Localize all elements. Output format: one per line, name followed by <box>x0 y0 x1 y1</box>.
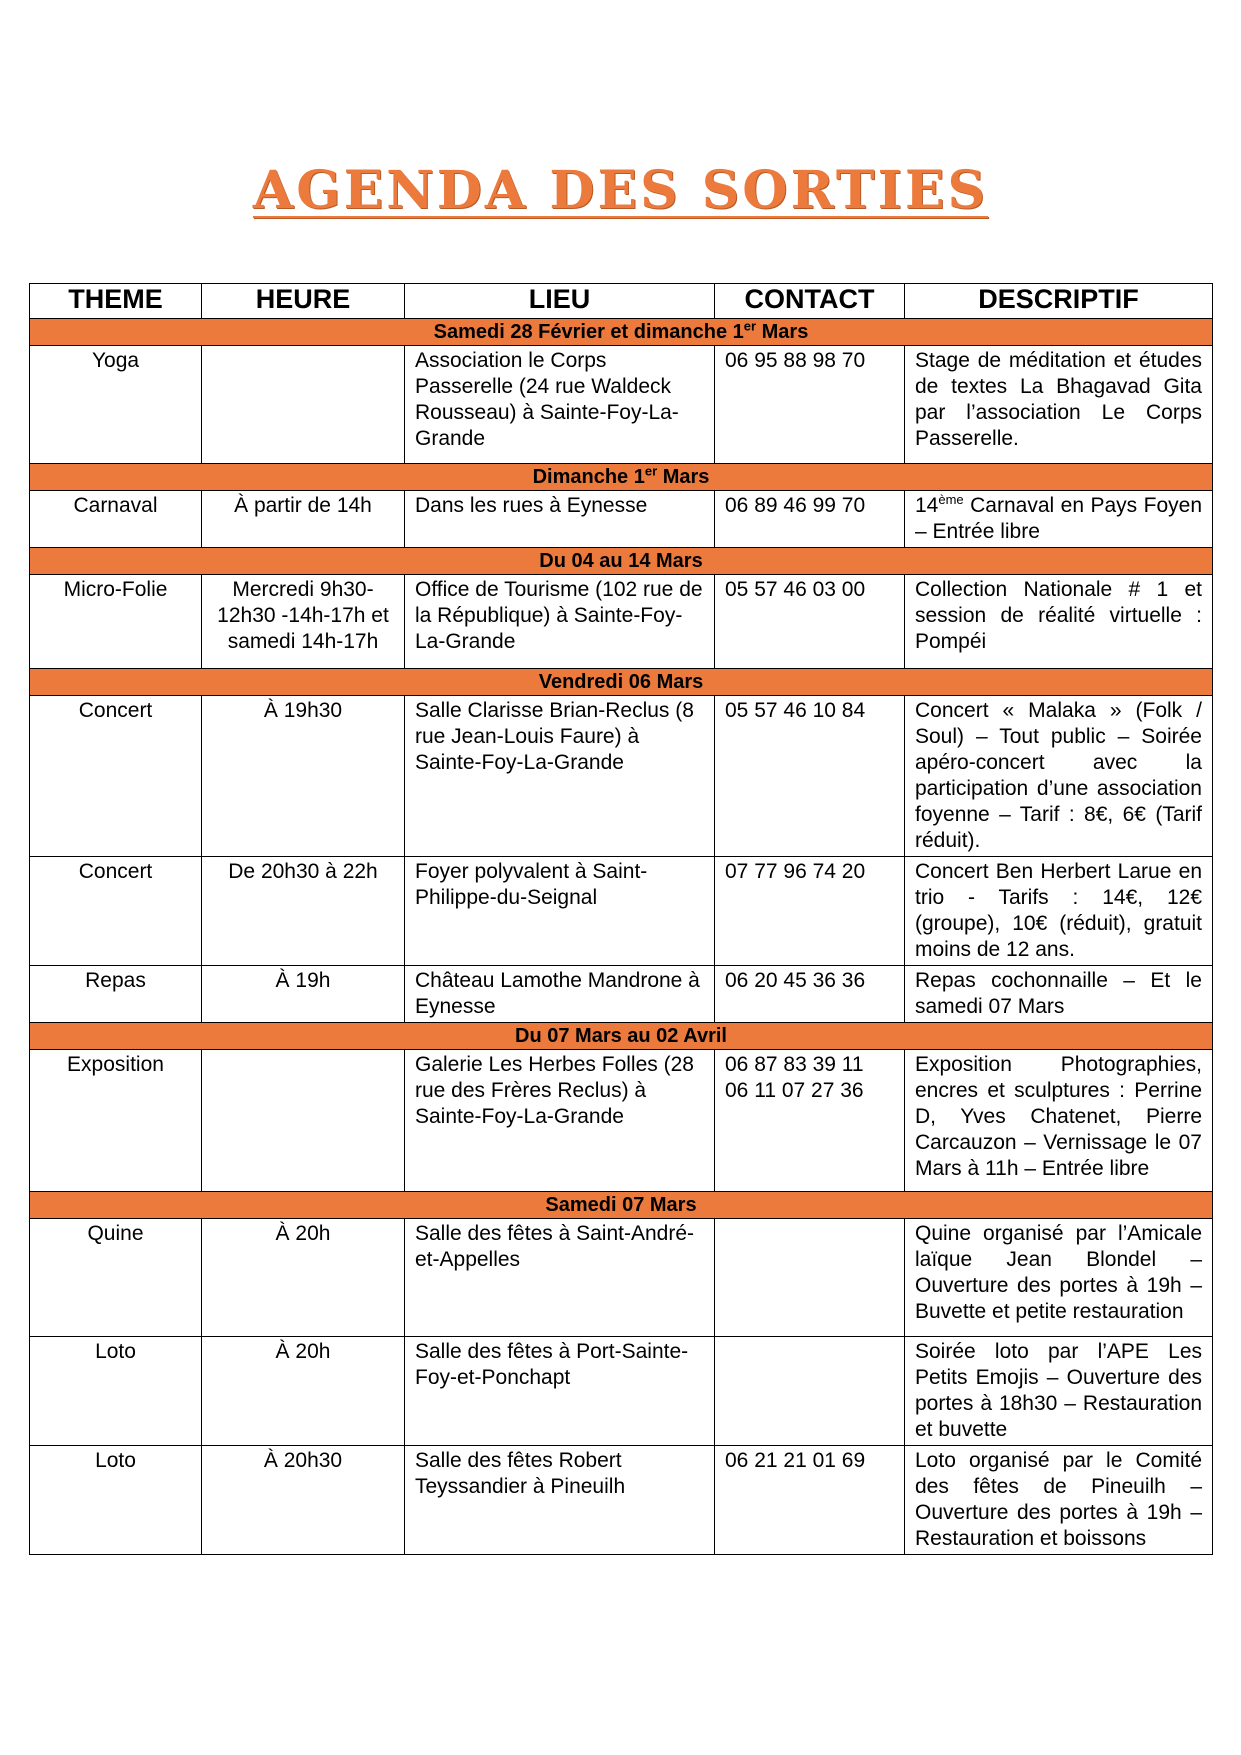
event-theme: Exposition <box>30 1050 202 1192</box>
event-row <box>30 491 1213 548</box>
event-descriptif: Concert « Malaka » (Folk / Soul) – Tout public – Soirée apéro-concert avec la participation d’une association foyenne – Tarif : 8€, 6€ (Tarif réduit). <box>905 696 1213 857</box>
date-label: Du 04 au 14 Mars <box>30 548 1213 575</box>
event-lieu: Office de Tourisme (102 rue de la République) à Sainte-Foy-La-Grande <box>405 575 715 669</box>
event-theme: Loto <box>30 1337 202 1446</box>
column-header-descriptif: DESCRIPTIF <box>905 284 1213 319</box>
event-lieu: Salle des fêtes Robert Teyssandier à Pineuilh <box>405 1446 715 1555</box>
event-descriptif: Soirée loto par l’APE Les Petits Emojis – Ouverture des portes à 18h30 – Restauration et buvette <box>905 1337 1213 1446</box>
event-contact: 06 89 46 99 70 <box>715 491 905 548</box>
event-lieu: Salle des fêtes à Port-Sainte-Foy-et-Ponchapt <box>405 1337 715 1446</box>
date-row <box>30 669 1213 696</box>
event-contact: 05 57 46 03 00 <box>715 575 905 669</box>
date-label: Du 07 Mars au 02 Avril <box>30 1023 1213 1050</box>
event-contact <box>715 1337 905 1446</box>
event-theme: Micro-Folie <box>30 575 202 669</box>
event-contact: 06 87 83 39 11 06 11 07 27 36 <box>715 1050 905 1192</box>
event-heure: À 20h <box>202 1219 405 1337</box>
event-heure: À 19h <box>202 966 405 1023</box>
event-descriptif: Loto organisé par le Comité des fêtes de Pineuilh – Ouverture des portes à 19h – Restauration et boissons <box>905 1446 1213 1555</box>
page-title: AGENDA DES SORTIES <box>252 160 989 221</box>
event-lieu: Association le Corps Passerelle (24 rue Waldeck Rousseau) à Sainte-Foy-La-Grande <box>405 346 715 464</box>
agenda-table <box>29 283 1213 1555</box>
date-row <box>30 319 1213 346</box>
date-label: Samedi 28 Février et dimanche 1er Mars <box>30 319 1213 346</box>
event-lieu: Salle Clarisse Brian-Reclus (8 rue Jean-Louis Faure) à Sainte-Foy-La-Grande <box>405 696 715 857</box>
event-theme: Repas <box>30 966 202 1023</box>
date-label: Dimanche 1er Mars <box>30 464 1213 491</box>
event-descriptif: Stage de méditation et études de textes La Bhagavad Gita par l’association Le Corps Passerelle. <box>905 346 1213 464</box>
event-heure <box>202 346 405 464</box>
event-row <box>30 1219 1213 1337</box>
event-theme: Concert <box>30 857 202 966</box>
event-theme: Yoga <box>30 346 202 464</box>
event-contact: 06 95 88 98 70 <box>715 346 905 464</box>
header-row <box>30 284 1213 319</box>
event-heure: À partir de 14h <box>202 491 405 548</box>
event-descriptif: Quine organisé par l’Amicale laïque Jean Blondel – Ouverture des portes à 19h – Buvette et petite restauration <box>905 1219 1213 1337</box>
event-heure: À 20h <box>202 1337 405 1446</box>
event-lieu: Foyer polyvalent à Saint-Philippe-du-Seignal <box>405 857 715 966</box>
event-descriptif: Repas cochonnaille – Et le samedi 07 Mars <box>905 966 1213 1023</box>
event-heure <box>202 1050 405 1192</box>
event-contact: 05 57 46 10 84 <box>715 696 905 857</box>
date-row <box>30 464 1213 491</box>
event-lieu: Château Lamothe Mandrone à Eynesse <box>405 966 715 1023</box>
event-theme: Carnaval <box>30 491 202 548</box>
date-row <box>30 1023 1213 1050</box>
date-row <box>30 1192 1213 1219</box>
event-heure: À 20h30 <box>202 1446 405 1555</box>
event-heure: Mercredi 9h30-12h30 -14h-17h et samedi 14h-17h <box>202 575 405 669</box>
column-header-contact: CONTACT <box>715 284 905 319</box>
date-row <box>30 548 1213 575</box>
event-lieu: Dans les rues à Eynesse <box>405 491 715 548</box>
event-contact: 06 20 45 36 36 <box>715 966 905 1023</box>
event-theme: Concert <box>30 696 202 857</box>
event-heure: À 19h30 <box>202 696 405 857</box>
event-contact: 07 77 96 74 20 <box>715 857 905 966</box>
event-descriptif: Concert Ben Herbert Larue en trio - Tarifs : 14€, 12€ (groupe), 10€ (réduit), gratuit moins de 12 ans. <box>905 857 1213 966</box>
column-header-lieu: LIEU <box>405 284 715 319</box>
event-contact: 06 21 21 01 69 <box>715 1446 905 1555</box>
event-row <box>30 696 1213 857</box>
event-row <box>30 966 1213 1023</box>
event-lieu: Galerie Les Herbes Folles (28 rue des Frères Reclus) à Sainte-Foy-La-Grande <box>405 1050 715 1192</box>
event-heure: De 20h30 à 22h <box>202 857 405 966</box>
event-descriptif: Collection Nationale # 1 et session de réalité virtuelle : Pompéi <box>905 575 1213 669</box>
event-row <box>30 346 1213 464</box>
event-lieu: Salle des fêtes à Saint-André-et-Appelles <box>405 1219 715 1337</box>
column-header-theme: THEME <box>30 284 202 319</box>
event-descriptif: 14ème Carnaval en Pays Foyen – Entrée libre <box>905 491 1213 548</box>
event-row <box>30 1050 1213 1192</box>
event-row <box>30 857 1213 966</box>
event-descriptif: Exposition Photographies, encres et sculptures : Perrine D, Yves Chatenet, Pierre Carcauzon – Vernissage le 07 Mars à 11h – Entrée libre <box>905 1050 1213 1192</box>
event-theme: Quine <box>30 1219 202 1337</box>
event-theme: Loto <box>30 1446 202 1555</box>
date-label: Samedi 07 Mars <box>30 1192 1213 1219</box>
column-header-heure: HEURE <box>202 284 405 319</box>
event-contact <box>715 1219 905 1337</box>
event-row <box>30 1446 1213 1555</box>
event-row <box>30 575 1213 669</box>
event-row <box>30 1337 1213 1446</box>
date-label: Vendredi 06 Mars <box>30 669 1213 696</box>
